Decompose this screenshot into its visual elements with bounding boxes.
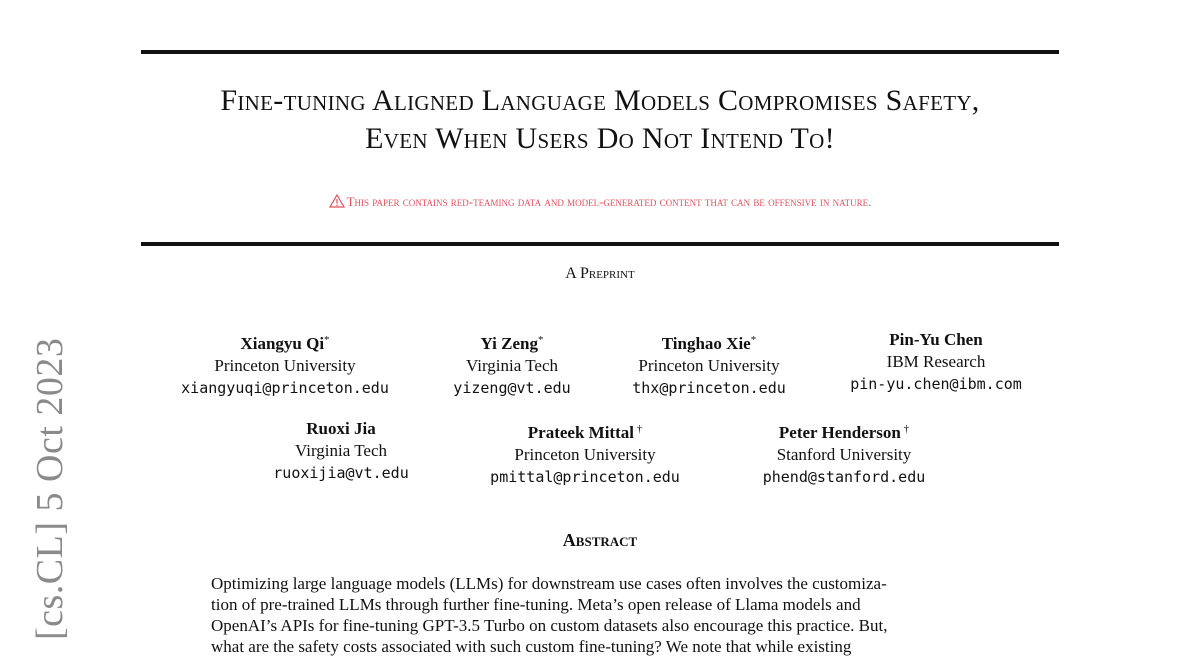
- abstract-line: Optimizing large language models (LLMs) for downstream use cases often involves the customiza-: [211, 574, 887, 593]
- author-email: thx@princeton.edu: [632, 379, 786, 397]
- author-name: Ruoxi Jia: [306, 419, 376, 438]
- author-affiliation: Princeton University: [514, 445, 656, 464]
- warning-triangle-icon: [329, 194, 345, 208]
- author-footnote-mark: *: [537, 334, 544, 346]
- author-email: pmittal@princeton.edu: [490, 468, 680, 486]
- author-footnote-mark: *: [324, 334, 330, 346]
- author-affiliation: Stanford University: [776, 445, 912, 464]
- author-affiliation: Virginia Tech: [465, 356, 559, 375]
- abstract-line: tion of pre-trained LLMs through further fine-tuning. Meta’s open release of Llama models and: [211, 595, 861, 614]
- author-entry: [694, 418, 994, 488]
- top-rule: [141, 50, 1059, 54]
- author-email: xiangyuqi@princeton.edu: [181, 379, 389, 397]
- author-affiliation: IBM Research: [886, 352, 986, 371]
- author-email: yizeng@vt.edu: [453, 379, 571, 397]
- author-entry: [435, 418, 735, 488]
- content-warning: [0, 194, 1200, 210]
- paper-title-line-2: Even When Users Do Not Intend To!: [365, 122, 835, 155]
- author-entry: [786, 329, 1086, 395]
- preprint-label: A Preprint: [565, 265, 635, 282]
- author-affiliation: Princeton University: [214, 356, 356, 375]
- author-email: pin-yu.chen@ibm.com: [850, 375, 1022, 393]
- author-name: Pin-Yu Chen: [889, 330, 983, 349]
- abstract-line: what are the safety costs associated with such custom fine-tuning? We note that while existing: [211, 637, 852, 656]
- author-name: Xiangyu Qi*: [240, 334, 330, 353]
- author-name: Prateek Mittal †: [527, 423, 643, 442]
- author-email: ruoxijia@vt.edu: [273, 464, 409, 482]
- author-name: Tinghao Xie*: [661, 334, 757, 353]
- author-affiliation: Virginia Tech: [294, 441, 388, 460]
- author-name: Yi Zeng*: [480, 334, 544, 353]
- arxiv-stamp: [cs.CL] 5 Oct 2023: [29, 337, 71, 640]
- bottom-rule: [141, 242, 1059, 246]
- paper-title-line-1: Fine-tuning Aligned Language Models Compromises Safety,: [220, 84, 980, 117]
- abstract-line: OpenAI’s APIs for fine-tuning GPT-3.5 Turbo on custom datasets also encourage this practice. But,: [211, 616, 888, 635]
- author-footnote-mark: †: [633, 423, 643, 435]
- author-affiliation: Princeton University: [638, 356, 780, 375]
- content-warning-text: This paper contains red-teaming data and model-generated content that can be offensive in nature.: [346, 194, 872, 209]
- author-name: Peter Henderson †: [778, 423, 910, 442]
- abstract-heading: Abstract: [562, 530, 638, 550]
- author-email: phend@stanford.edu: [762, 468, 926, 486]
- author-footnote-mark: *: [750, 334, 757, 346]
- author-footnote-mark: †: [900, 423, 910, 435]
